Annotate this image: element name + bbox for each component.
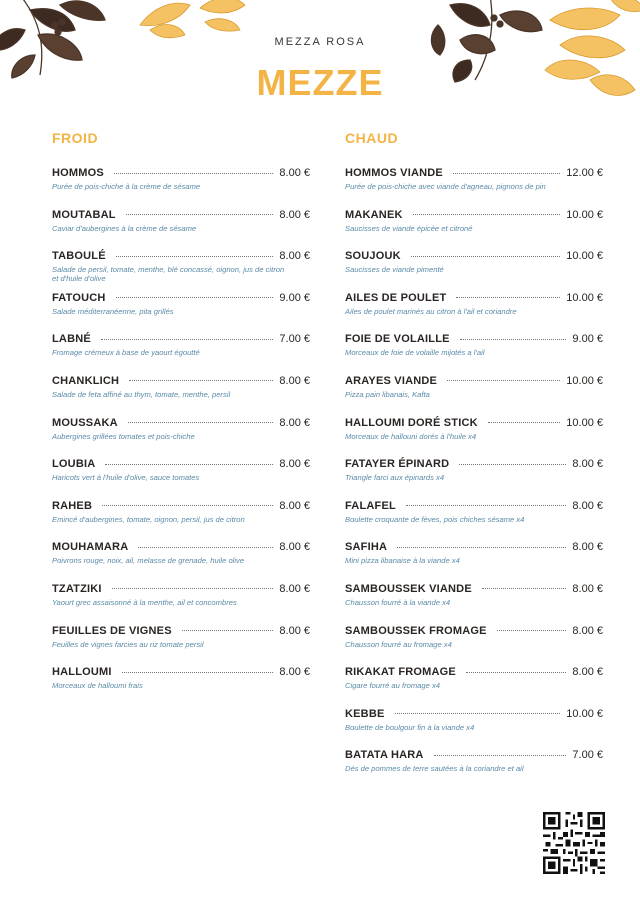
item-name: SAMBOUSSEK FROMAGE bbox=[345, 624, 487, 637]
item-name: KEBBE bbox=[345, 707, 385, 720]
item-description: Chausson fourré au fromage x4 bbox=[345, 639, 452, 649]
item-description: Haricots vert à l'huile d'olive, sauce tomates bbox=[52, 473, 200, 483]
section-title: CHAUD bbox=[345, 130, 399, 146]
item-name: FOIE DE VOLAILLE bbox=[345, 333, 450, 346]
item-price: 8.00 € bbox=[572, 666, 603, 679]
item-description: Feuilles de vignes farcies au riz tomate persil bbox=[52, 639, 204, 649]
dotted-leader bbox=[102, 505, 273, 506]
menu-item bbox=[345, 540, 603, 582]
menu-item bbox=[345, 416, 603, 458]
dotted-leader bbox=[126, 214, 274, 215]
item-name: HOMMOS bbox=[52, 167, 104, 179]
item-description: Purée de pois-chiche à la crème de sésame bbox=[52, 182, 201, 191]
item-name: SOUJOUK bbox=[345, 250, 401, 263]
item-price: 9.00 € bbox=[279, 291, 310, 304]
item-price: 7.00 € bbox=[279, 333, 310, 346]
item-description: Fromage crémeux à base de yaourt égoutté bbox=[52, 348, 200, 358]
item-name: MOUTABAL bbox=[52, 208, 116, 221]
dotted-leader bbox=[497, 630, 567, 631]
item-description: Salade de persil, tomate, menthe, blé concassé, oignon, jus de citron et d'huile d'olive bbox=[52, 265, 285, 284]
item-description: Saucisses de viande épicée et citroné bbox=[345, 223, 473, 233]
menu-item bbox=[52, 332, 310, 374]
menu-item bbox=[52, 208, 310, 250]
dotted-leader bbox=[138, 547, 273, 548]
menu-item bbox=[345, 332, 603, 374]
item-price: 8.00 € bbox=[572, 499, 603, 512]
menu-item bbox=[345, 208, 603, 250]
item-name: TZATZIKI bbox=[52, 582, 102, 595]
menu-item bbox=[345, 291, 603, 333]
item-description: Emincé d'aubergines, tomate, oignon, persil, jus de citron bbox=[52, 514, 245, 524]
restaurant-name: MEZZA ROSA bbox=[274, 36, 366, 48]
menu-item bbox=[345, 249, 603, 291]
item-name: FATOUCH bbox=[52, 291, 106, 304]
item-price: 8.00 € bbox=[279, 624, 310, 637]
dotted-leader bbox=[116, 297, 274, 298]
dotted-leader bbox=[406, 505, 567, 506]
qr-code[interactable] bbox=[543, 812, 605, 874]
dotted-leader bbox=[116, 256, 274, 257]
menu-item bbox=[52, 166, 310, 208]
menu-item bbox=[52, 499, 310, 541]
item-price: 9.00 € bbox=[572, 333, 603, 346]
dotted-leader bbox=[460, 339, 567, 340]
menu-item bbox=[345, 499, 603, 541]
menu-item bbox=[345, 748, 603, 790]
item-description: Yaourt grec assaisonné à la menthe, ail et concombres bbox=[52, 597, 237, 607]
dotted-leader bbox=[488, 422, 561, 423]
item-name: RIKAKAT FROMAGE bbox=[345, 666, 456, 679]
dotted-leader bbox=[434, 755, 567, 756]
item-price: 8.00 € bbox=[279, 541, 310, 554]
item-description: Aubergines grillées tomates et pois-chiche bbox=[52, 431, 195, 441]
item-description: Boulette de boulgour fin à la viande x4 bbox=[345, 722, 475, 732]
item-description: Boulette croquante de fèves, pois chiches sésame x4 bbox=[345, 514, 525, 524]
item-description: Cigare fourré au fromage x4 bbox=[345, 681, 440, 691]
item-price: 8.00 € bbox=[279, 374, 310, 387]
menu-item bbox=[345, 707, 603, 749]
dotted-leader bbox=[105, 464, 273, 465]
item-description: Chausson fourré à la viande x4 bbox=[345, 597, 451, 607]
section-chaud bbox=[345, 130, 603, 790]
item-description: Saucisses de viande pimenté bbox=[345, 265, 444, 275]
item-name: LOUBIA bbox=[52, 458, 96, 471]
item-name: MAKANEK bbox=[345, 208, 403, 221]
dotted-leader bbox=[128, 422, 274, 423]
menu-item bbox=[52, 624, 310, 666]
menu-item bbox=[345, 166, 603, 208]
item-description: Ailes de poulet marinés au citron à l'ail et coriandre bbox=[345, 306, 517, 316]
item-name: ARAYES VIANDE bbox=[345, 374, 438, 387]
page-title: MEZZE bbox=[256, 62, 384, 103]
item-price: 8.00 € bbox=[279, 167, 310, 179]
item-price: 8.00 € bbox=[279, 250, 310, 263]
dotted-leader bbox=[114, 173, 273, 174]
menu-item bbox=[345, 374, 603, 416]
dotted-leader bbox=[122, 672, 274, 673]
item-description: Purée de pois-chiche avec viande d'agneau, pignons de pin bbox=[345, 182, 546, 191]
dotted-leader bbox=[395, 713, 561, 714]
item-price: 10.00 € bbox=[566, 707, 603, 720]
item-price: 10.00 € bbox=[566, 291, 603, 304]
item-name: MOUSSAKA bbox=[52, 416, 118, 429]
item-description: Pizza pain libanais, Kafta bbox=[345, 389, 430, 399]
menu-item bbox=[52, 540, 310, 582]
item-name: HALLOUMI DORÉ STICK bbox=[345, 416, 478, 429]
menu-item bbox=[345, 582, 603, 624]
item-price: 8.00 € bbox=[572, 624, 603, 637]
dotted-leader bbox=[182, 630, 274, 631]
item-price: 8.00 € bbox=[279, 666, 310, 679]
item-price: 8.00 € bbox=[572, 458, 603, 471]
item-name: AILES DE POULET bbox=[345, 291, 447, 304]
item-description: Morceaux de foie de volaille mijotés a l'ail bbox=[345, 348, 485, 358]
menu-item bbox=[52, 249, 310, 291]
menu-item bbox=[52, 291, 310, 333]
item-name: FEUILLES DE VIGNES bbox=[52, 624, 172, 637]
item-price: 8.00 € bbox=[279, 582, 310, 595]
item-name: MOUHAMARA bbox=[52, 541, 129, 554]
dotted-leader bbox=[397, 547, 566, 548]
item-price: 10.00 € bbox=[566, 374, 603, 387]
item-description: Poivrons rouge, noix, ail, melasse de grenade, huile olive bbox=[52, 556, 245, 566]
item-description: Caviar d'aubergines à la crème de sésame bbox=[52, 223, 197, 233]
dotted-leader bbox=[129, 380, 273, 381]
item-name: SAMBOUSSEK VIANDE bbox=[345, 582, 472, 595]
item-price: 8.00 € bbox=[279, 208, 310, 221]
item-name: FATAYER ÉPINARD bbox=[345, 458, 450, 471]
item-name: HALLOUMI bbox=[52, 666, 112, 679]
section-title: FROID bbox=[52, 130, 99, 146]
item-price: 7.00 € bbox=[572, 749, 603, 762]
dotted-leader bbox=[411, 256, 560, 257]
dotted-leader bbox=[456, 297, 560, 298]
dotted-leader bbox=[101, 339, 274, 340]
dotted-leader bbox=[459, 464, 566, 465]
item-price: 8.00 € bbox=[279, 416, 310, 429]
menu-item bbox=[52, 457, 310, 499]
dotted-leader bbox=[112, 588, 274, 589]
item-description: Triangle farci aux épinards x4 bbox=[345, 473, 445, 483]
menu-item bbox=[52, 582, 310, 624]
section-froid bbox=[52, 130, 310, 707]
menu-item bbox=[52, 374, 310, 416]
menu-item bbox=[345, 624, 603, 666]
dotted-leader bbox=[413, 214, 561, 215]
menu-list bbox=[345, 166, 603, 790]
menu-item bbox=[345, 665, 603, 707]
item-price: 8.00 € bbox=[279, 499, 310, 512]
item-price: 8.00 € bbox=[279, 458, 310, 471]
item-description: Salade méditerranéenne, pita grillés bbox=[52, 306, 174, 316]
menu-item bbox=[52, 416, 310, 458]
item-name: FALAFEL bbox=[345, 499, 396, 512]
item-description: Mini pizza libanaise à la viande x4 bbox=[345, 556, 460, 566]
dotted-leader bbox=[482, 588, 567, 589]
item-name: BATATA HARA bbox=[345, 749, 424, 762]
dotted-leader bbox=[447, 380, 560, 381]
item-price: 10.00 € bbox=[566, 208, 603, 221]
item-name: LABNÉ bbox=[52, 333, 91, 346]
item-description: Morceaux de halloumi frais bbox=[52, 681, 143, 691]
menu-item bbox=[345, 457, 603, 499]
item-name: SAFIHA bbox=[345, 541, 388, 554]
item-price: 8.00 € bbox=[572, 582, 603, 595]
dotted-leader bbox=[466, 672, 566, 673]
item-price: 8.00 € bbox=[572, 541, 603, 554]
item-description: Morceaux de hallouni dorés à l'huile x4 bbox=[345, 431, 477, 441]
item-name: TABOULÉ bbox=[52, 250, 106, 263]
item-name: CHANKLICH bbox=[52, 374, 120, 387]
item-description: Salade de feta affiné au thym, tomate, menthe, persil bbox=[52, 389, 231, 399]
dotted-leader bbox=[453, 173, 560, 174]
item-price: 10.00 € bbox=[566, 250, 603, 263]
item-name: HOMMOS VIANDE bbox=[345, 167, 443, 179]
item-price: 12.00 € bbox=[566, 167, 603, 179]
menu-list bbox=[52, 166, 310, 707]
menu-item bbox=[52, 665, 310, 707]
item-name: RAHEB bbox=[52, 499, 93, 512]
item-price: 10.00 € bbox=[566, 416, 603, 429]
item-description: Dés de pommes de terre sautées à la coriandre et ail bbox=[345, 764, 524, 774]
